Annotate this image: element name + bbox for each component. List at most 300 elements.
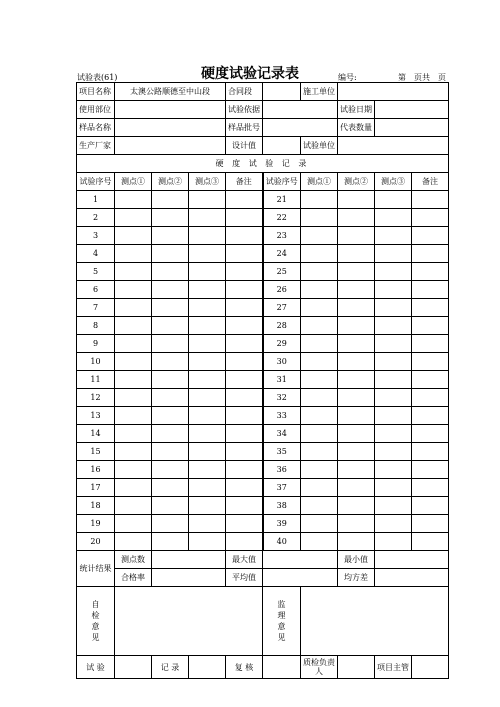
signature-row [77,656,449,679]
point3-left-cell[interactable] [189,479,226,497]
point2-right-cell[interactable] [338,497,375,515]
point3-left-cell[interactable] [189,443,226,461]
point1-right-cell[interactable] [301,479,338,497]
supervision-label [263,587,301,656]
remark-left-cell[interactable] [226,317,263,335]
point3-right-cell[interactable] [375,425,412,443]
seq-right: 39 [263,515,301,533]
points-count-field[interactable] [152,551,226,569]
seq-right: 38 [263,497,301,515]
test-data-row [77,227,449,245]
point3-right-cell[interactable] [375,497,412,515]
seq-left: 14 [77,425,115,443]
remark-left-cell[interactable] [226,533,263,551]
point1-left-cell[interactable] [115,497,152,515]
point1-left-cell[interactable] [115,443,152,461]
point2-left-cell[interactable] [152,227,189,245]
sample-batch-field[interactable] [263,119,338,137]
point2-right-cell[interactable] [338,533,375,551]
seq-left: 16 [77,461,115,479]
point1-right-cell[interactable] [301,497,338,515]
seq-right: 21 [263,191,301,209]
point3-left-cell[interactable] [189,389,226,407]
point2-right-cell[interactable] [338,191,375,209]
point1-right-cell[interactable] [301,515,338,533]
point2-left-cell[interactable] [152,353,189,371]
seq-left: 1 [77,191,115,209]
test-data-row [77,191,449,209]
test-data-row [77,443,449,461]
test-data-row [77,389,449,407]
seq-left: 8 [77,317,115,335]
point2-left-cell[interactable] [152,209,189,227]
point1-right-cell[interactable] [301,245,338,263]
point3-left-cell[interactable] [189,191,226,209]
point1-left-cell[interactable] [115,335,152,353]
point1-left-cell[interactable] [115,461,152,479]
point2-left-cell[interactable] [152,389,189,407]
remark-left-cell[interactable] [226,353,263,371]
average-label: 平均值 [226,569,263,587]
point3-right-cell[interactable] [375,461,412,479]
recorder-label: 记 录 [152,656,189,679]
remark-right-cell[interactable] [412,245,449,263]
seq-right: 37 [263,479,301,497]
remark-right-cell[interactable] [412,299,449,317]
supervision-text: 监理意见 [277,600,286,642]
test-date-label: 试验日期 [338,101,375,119]
form-code: 试验表(61) [77,73,118,82]
seq-left: 6 [77,281,115,299]
recorder-signature[interactable] [189,656,226,679]
seq-left: 18 [77,497,115,515]
point2-right-cell[interactable] [338,245,375,263]
point3-left-cell[interactable] [189,227,226,245]
remark-right-cell[interactable] [412,461,449,479]
point3-left-cell[interactable] [189,335,226,353]
opinion-row [77,587,449,656]
point3-right-cell[interactable] [375,479,412,497]
point2-left-cell[interactable] [152,191,189,209]
point1-right-cell[interactable] [301,335,338,353]
point1-right-cell[interactable] [301,389,338,407]
point2-left-cell[interactable] [152,371,189,389]
point3-right-cell[interactable] [375,299,412,317]
point2-right-cell[interactable] [338,335,375,353]
seq-right: 26 [263,281,301,299]
point3-right-cell[interactable] [375,209,412,227]
point1-right-cell[interactable] [301,299,338,317]
reviewer-label: 复 核 [226,656,263,679]
seq-right: 24 [263,245,301,263]
test-data-row [77,263,449,281]
point2-left-cell[interactable] [152,335,189,353]
point3-right-cell[interactable] [375,317,412,335]
point3-right-cell[interactable] [375,389,412,407]
point1-left-cell[interactable] [115,425,152,443]
sample-batch-label: 样品批号 [226,119,263,137]
seq-right: 34 [263,425,301,443]
point2-right-cell[interactable] [338,317,375,335]
manufacturer-field[interactable] [115,137,226,155]
qc-head-signature[interactable] [338,656,375,679]
test-data-row [77,299,449,317]
point2-left-cell[interactable] [152,461,189,479]
test-basis-field[interactable] [263,101,338,119]
qc-head-label: 质检负责人 [301,656,338,679]
point1-right-cell[interactable] [301,227,338,245]
point2-right-cell[interactable] [338,443,375,461]
remark-left-cell[interactable] [226,461,263,479]
test-data-row [77,407,449,425]
point3-left-cell[interactable] [189,353,226,371]
project-name-value: 太澳公路顺德至中山段 [115,83,226,101]
point3-right-cell[interactable] [375,281,412,299]
remark-left-cell[interactable] [226,497,263,515]
col-header-left-p3: 测点③ [189,173,226,191]
point2-left-cell[interactable] [152,263,189,281]
project-head-signature[interactable] [412,656,449,679]
point3-right-cell[interactable] [375,335,412,353]
test-data-row [77,533,449,551]
points-count-label: 测点数 [115,551,152,569]
max-value-label: 最大值 [226,551,263,569]
page-number-label: 第 页共 页 [398,73,446,82]
remark-left-cell[interactable] [226,479,263,497]
remark-left-cell[interactable] [226,335,263,353]
seq-left: 2 [77,209,115,227]
point1-right-cell[interactable] [301,353,338,371]
std-dev-label: 均方差 [338,569,375,587]
point1-right-cell[interactable] [301,407,338,425]
hardness-test-form [76,82,449,679]
seq-right: 40 [263,533,301,551]
min-value-field[interactable] [375,551,449,569]
point3-left-cell[interactable] [189,245,226,263]
point1-left-cell[interactable] [115,371,152,389]
point2-left-cell[interactable] [152,317,189,335]
pass-rate-field[interactable] [152,569,226,587]
point1-right-cell[interactable] [301,443,338,461]
supervision-field[interactable] [301,587,449,656]
info-row-project [77,83,449,101]
contract-section-field[interactable] [263,83,301,101]
point2-right-cell[interactable] [338,425,375,443]
point1-right-cell[interactable] [301,425,338,443]
test-data-row [77,497,449,515]
column-header-row [77,173,449,191]
remark-left-cell[interactable] [226,245,263,263]
point2-left-cell[interactable] [152,479,189,497]
sample-name-field[interactable] [115,119,226,137]
point2-right-cell[interactable] [338,407,375,425]
design-value-label: 设计值 [226,137,263,155]
point2-left-cell[interactable] [152,425,189,443]
represent-qty-field[interactable] [375,119,449,137]
point3-left-cell[interactable] [189,209,226,227]
remark-left-cell[interactable] [226,281,263,299]
usage-part-field[interactable] [115,101,226,119]
test-data-row [77,245,449,263]
test-data-row [77,461,449,479]
point3-right-cell[interactable] [375,353,412,371]
contractor-field[interactable] [338,83,449,101]
test-data-row [77,335,449,353]
point3-right-cell[interactable] [375,533,412,551]
point3-right-cell[interactable] [375,443,412,461]
col-header-left-seq: 试验序号 [77,173,115,191]
tester-signature[interactable] [115,656,152,679]
stats-row-2 [77,569,449,587]
point1-left-cell[interactable] [115,407,152,425]
test-data-row [77,479,449,497]
point3-right-cell[interactable] [375,227,412,245]
remark-left-cell[interactable] [226,227,263,245]
tester-label: 试 验 [77,656,115,679]
remark-right-cell[interactable] [412,317,449,335]
remark-left-cell[interactable] [226,407,263,425]
point2-right-cell[interactable] [338,281,375,299]
point2-left-cell[interactable] [152,245,189,263]
point1-left-cell[interactable] [115,389,152,407]
seq-left: 13 [77,407,115,425]
point2-right-cell[interactable] [338,353,375,371]
point3-right-cell[interactable] [375,515,412,533]
point1-left-cell[interactable] [115,299,152,317]
test-data-row [77,425,449,443]
test-data-row [77,317,449,335]
point1-left-cell[interactable] [115,515,152,533]
seq-left: 15 [77,443,115,461]
contract-section-label: 合同段 [226,83,263,101]
stats-label: 统计结果 [77,551,115,587]
self-check-field[interactable] [115,587,263,656]
seq-left: 12 [77,389,115,407]
point2-left-cell[interactable] [152,515,189,533]
remark-right-cell[interactable] [412,425,449,443]
point3-left-cell[interactable] [189,299,226,317]
point2-right-cell[interactable] [338,299,375,317]
point3-left-cell[interactable] [189,497,226,515]
test-data-row [77,209,449,227]
remark-right-cell[interactable] [412,371,449,389]
point3-right-cell[interactable] [375,263,412,281]
point2-right-cell[interactable] [338,389,375,407]
point1-left-cell[interactable] [115,281,152,299]
col-header-right-p2: 测点② [338,173,375,191]
seq-left: 20 [77,533,115,551]
seq-left: 10 [77,353,115,371]
point3-left-cell[interactable] [189,425,226,443]
manufacturer-label: 生产厂家 [77,137,115,155]
point3-left-cell[interactable] [189,533,226,551]
remark-right-cell[interactable] [412,497,449,515]
remark-right-cell[interactable] [412,281,449,299]
stats-row-1 [77,551,449,569]
point3-left-cell[interactable] [189,317,226,335]
col-header-left-remark: 备注 [226,173,263,191]
average-field[interactable] [263,569,338,587]
seq-left: 11 [77,371,115,389]
point1-left-cell[interactable] [115,209,152,227]
remark-left-cell[interactable] [226,389,263,407]
point2-right-cell[interactable] [338,515,375,533]
info-row-dept [77,101,449,119]
test-lab-field[interactable] [338,137,449,155]
usage-part-label: 使用部位 [77,101,115,119]
remark-right-cell[interactable] [412,443,449,461]
seq-left: 9 [77,335,115,353]
section-title: 硬 度 试 验 记 录 [77,155,449,173]
sample-name-label: 样品名称 [77,119,115,137]
remark-left-cell[interactable] [226,191,263,209]
remark-right-cell[interactable] [412,191,449,209]
remark-right-cell[interactable] [412,263,449,281]
point1-right-cell[interactable] [301,533,338,551]
col-header-left-p2: 测点② [152,173,189,191]
point1-left-cell[interactable] [115,317,152,335]
remark-right-cell[interactable] [412,479,449,497]
reviewer-signature[interactable] [263,656,301,679]
info-row-maker [77,137,449,155]
point1-right-cell[interactable] [301,263,338,281]
seq-right: 22 [263,209,301,227]
point3-left-cell[interactable] [189,371,226,389]
point1-left-cell[interactable] [115,353,152,371]
point1-left-cell[interactable] [115,191,152,209]
remark-right-cell[interactable] [412,407,449,425]
seq-right: 29 [263,335,301,353]
test-lab-label: 试验单位 [301,137,338,155]
seq-left: 17 [77,479,115,497]
test-data-rows [77,191,449,551]
test-date-field[interactable] [375,101,449,119]
min-value-label: 最小值 [338,551,375,569]
point1-right-cell[interactable] [301,281,338,299]
col-header-right-remark: 备注 [412,173,449,191]
point2-left-cell[interactable] [152,407,189,425]
point1-right-cell[interactable] [301,191,338,209]
seq-left: 4 [77,245,115,263]
col-header-right-seq: 试验序号 [263,173,301,191]
point3-left-cell[interactable] [189,461,226,479]
point2-right-cell[interactable] [338,479,375,497]
test-data-row [77,371,449,389]
point3-left-cell[interactable] [189,281,226,299]
pass-rate-label: 合格率 [115,569,152,587]
seq-left: 5 [77,263,115,281]
contractor-label: 施工单位 [301,83,338,101]
point2-left-cell[interactable] [152,443,189,461]
point1-left-cell[interactable] [115,263,152,281]
col-header-right-p1: 测点① [301,173,338,191]
seq-right: 30 [263,353,301,371]
remark-right-cell[interactable] [412,533,449,551]
point2-left-cell[interactable] [152,299,189,317]
remark-right-cell[interactable] [412,389,449,407]
point2-right-cell[interactable] [338,461,375,479]
point2-right-cell[interactable] [338,263,375,281]
max-value-field[interactable] [263,551,338,569]
design-value-field[interactable] [263,137,301,155]
point1-right-cell[interactable] [301,209,338,227]
col-header-right-p3: 测点③ [375,173,412,191]
seq-right: 23 [263,227,301,245]
section-title-row [77,155,449,173]
point2-right-cell[interactable] [338,371,375,389]
remark-left-cell[interactable] [226,425,263,443]
remark-left-cell[interactable] [226,371,263,389]
std-dev-field[interactable] [375,569,449,587]
remark-right-cell[interactable] [412,335,449,353]
self-check-label [77,587,115,656]
test-data-row [77,353,449,371]
remark-left-cell[interactable] [226,263,263,281]
seq-left: 7 [77,299,115,317]
represent-qty-label: 代表数量 [338,119,375,137]
point1-left-cell[interactable] [115,479,152,497]
test-basis-label: 试验依据 [226,101,263,119]
point3-right-cell[interactable] [375,191,412,209]
point3-left-cell[interactable] [189,407,226,425]
info-row-sample [77,119,449,137]
point1-left-cell[interactable] [115,245,152,263]
serial-number-label: 编号: [338,73,357,82]
seq-right: 32 [263,389,301,407]
remark-left-cell[interactable] [226,209,263,227]
point1-right-cell[interactable] [301,317,338,335]
test-data-row [77,281,449,299]
remark-right-cell[interactable] [412,227,449,245]
point2-left-cell[interactable] [152,281,189,299]
point2-right-cell[interactable] [338,209,375,227]
point1-right-cell[interactable] [301,371,338,389]
seq-right: 31 [263,371,301,389]
point3-left-cell[interactable] [189,515,226,533]
remark-left-cell[interactable] [226,515,263,533]
project-name-label: 项目名称 [77,83,115,101]
seq-right: 25 [263,263,301,281]
point3-right-cell[interactable] [375,407,412,425]
test-data-row [77,515,449,533]
point1-left-cell[interactable] [115,533,152,551]
remark-right-cell[interactable] [412,209,449,227]
seq-right: 35 [263,443,301,461]
point3-right-cell[interactable] [375,371,412,389]
remark-right-cell[interactable] [412,515,449,533]
point1-left-cell[interactable] [115,227,152,245]
project-head-label: 项目主管 [375,656,412,679]
point2-left-cell[interactable] [152,497,189,515]
seq-right: 28 [263,317,301,335]
point3-right-cell[interactable] [375,245,412,263]
point1-right-cell[interactable] [301,461,338,479]
page-title: 硬度试验记录表 [201,66,299,82]
remark-right-cell[interactable] [412,353,449,371]
remark-left-cell[interactable] [226,299,263,317]
seq-right: 33 [263,407,301,425]
remark-left-cell[interactable] [226,443,263,461]
col-header-left-p1: 测点① [115,173,152,191]
self-check-text: 自检意见 [91,600,100,642]
point3-left-cell[interactable] [189,263,226,281]
seq-left: 19 [77,515,115,533]
seq-left: 3 [77,227,115,245]
seq-right: 27 [263,299,301,317]
point2-left-cell[interactable] [152,533,189,551]
seq-right: 36 [263,461,301,479]
point2-right-cell[interactable] [338,227,375,245]
